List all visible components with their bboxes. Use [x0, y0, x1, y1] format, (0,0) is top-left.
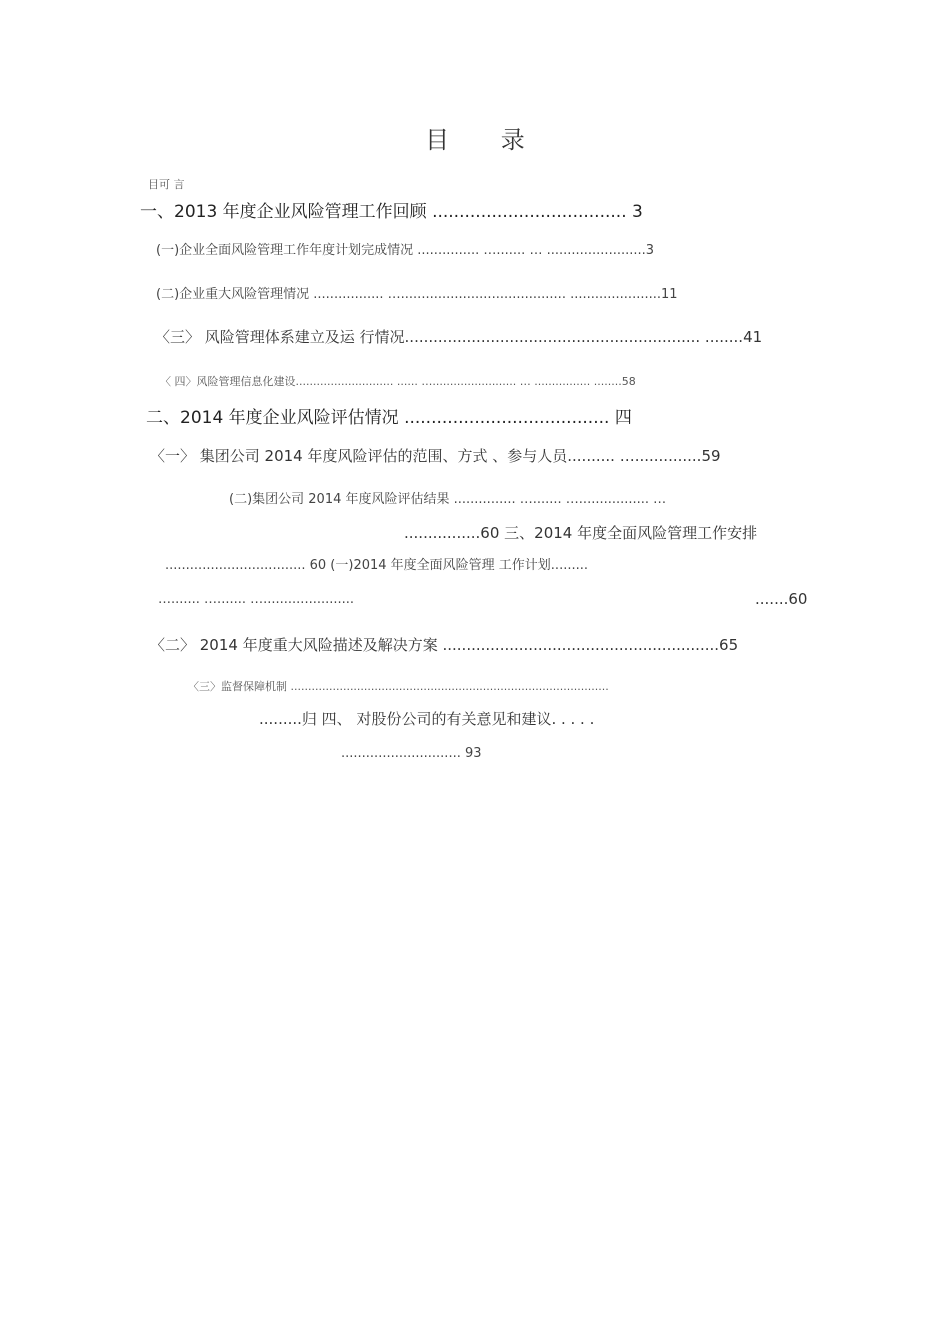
toc-entry-1-2: (二)企业重大风险管理情况 ................. …........................................ ......................11: [156, 287, 678, 302]
toc-entry-2-2: (二)集团公司 2014 年度风险评估结果 ............... …....... …................. …: [229, 492, 667, 507]
toc-entry-section-4-page: ............................. 93: [341, 746, 482, 761]
toc-entry-2-2-cont: ................60 三、2014 年度全面风险管理工作安排: [404, 524, 758, 542]
toc-entry-preface: 目可 言: [148, 178, 185, 191]
toc-entry-1-4: 〈 四〉风险管理信息化建设............................ ...... …........................ … ................ ........58: [160, 375, 636, 388]
toc-entry-2-1: 〈一〉 集团公司 2014 年度风险评估的范围、方式 、参与人员.......... …..............59: [150, 447, 721, 465]
toc-entry-section-4: .........归 四、 对股份公司的有关意见和建议. . . . .: [259, 710, 595, 728]
toc-entry-section-1: 一、2013 年度企业风险管理工作回顾 .................................... 3: [140, 202, 643, 222]
toc-entry-1-3: 〈三〉 风险管理体系建立及运 行情况.............................................................. ........41: [155, 328, 763, 346]
toc-entry-3-1-page: .......60: [755, 590, 808, 608]
toc-entry-section-2: 二、2014 年度企业风险评估情况 ...................................... 四: [146, 408, 632, 428]
toc-title: 目 录: [425, 126, 547, 154]
toc-entry-1-1: (一)企业全面风险管理工作年度计划完成情况 ............... …....... … ........................3: [156, 243, 655, 258]
toc-entry-3-1: .................................. 60 (一)2014 年度全面风险管理 工作计划.........: [165, 558, 588, 573]
toc-entry-3-2: 〈二〉 2014 年度重大风险描述及解决方案 ..........................................................65: [150, 636, 739, 654]
toc-entry-3-3: 〈三〉监督保障机制 ...........................................................................................: [188, 680, 609, 693]
toc-entry-3-1-cont: …....... …....... …......................: [158, 592, 355, 607]
